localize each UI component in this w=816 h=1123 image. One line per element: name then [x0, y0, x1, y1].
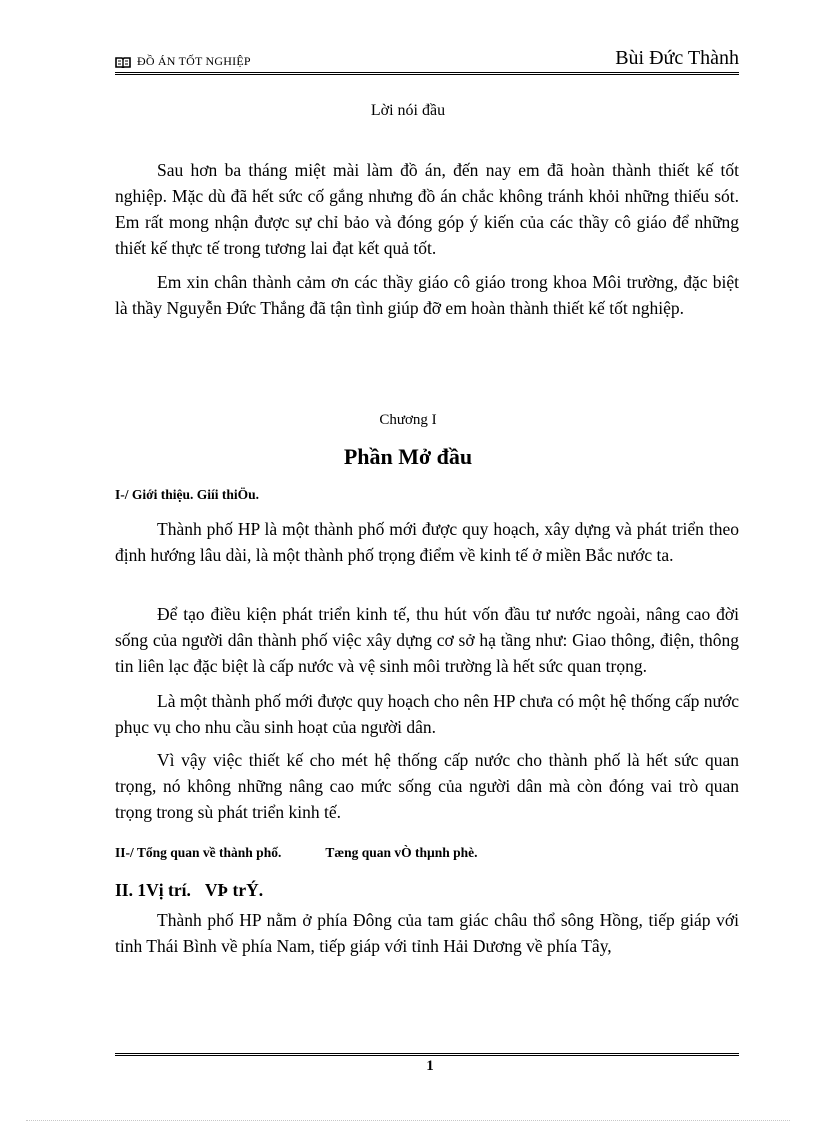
- preface-title: Lời nói đầu: [370, 102, 446, 119]
- book-icon: [115, 56, 131, 68]
- header-rule: [115, 72, 739, 75]
- page-header: [115, 44, 739, 76]
- header-author: Bùi Đức Thành: [615, 47, 739, 69]
- section2-subheading: [115, 880, 263, 901]
- section2-paragraph-1: Thành phố HP nằm ở phía Đông của tam giác châu thổ sông Hồng, tiếp giáp với tỉnh Thái Bình về phía Nam, tiếp giáp với tỉnh Hải Dương về phía Tây,: [115, 910, 739, 956]
- page-number: 1: [426, 1058, 434, 1074]
- section1-paragraph-2: Để tạo điều kiện phát triển kinh tế, thu hút vốn đầu tư nước ngoài, nâng cao đời sống của người dân thành phố việc xây dựng cơ sở hạ tầng như: Giao thông, điện, thông tin liên lạc đặc biệt là cấp nước và vệ sinh môi trường là hết sức quan trọng.: [115, 604, 739, 676]
- preface-paragraph-2: Em xin chân thành cảm ơn các thầy giáo cô giáo trong khoa Môi trường, đặc biệt là thầy Nguyễn Đức Thắng đã tận tình giúp đỡ em hoàn thành thiết kế tốt nghiệp.: [115, 272, 739, 318]
- section2-heading-a: II-/ Tổng quan về thành phố.: [115, 845, 282, 860]
- chapter-title: Phần Mở đầu: [343, 444, 473, 469]
- section2-heading-b: Tæng quan vÒ thµnh phè.: [325, 845, 478, 860]
- header-title: ĐỒ ÁN TỐT NGHIỆP: [137, 54, 251, 68]
- preface-paragraph-1: Sau hơn ba tháng miệt mài làm đồ án, đến nay em đã hoàn thành thiết kế tốt nghiệp. Mặc dù đã hết sức cố gắng nhưng đồ án chắc không tránh khỏi những thiếu sót. Em rất mong nhận được sự chỉ bảo và đóng góp ý kiến của các thầy cô giáo để những thiết kế thực tế trong tương lai đạt kết quả tốt.: [115, 160, 739, 258]
- page-edge-dotted-line: [26, 1120, 790, 1121]
- footer-rule: [115, 1053, 739, 1056]
- section1-paragraph-3: Là một thành phố mới được quy hoạch cho nên HP chưa có một hệ thống cấp nước phục vụ cho nhu cầu sinh hoạt của người dân.: [115, 691, 739, 737]
- section1-paragraph-4: Vì vậy việc thiết kế cho mét hệ thống cấp nước cho thành phố là hết sức quan trọng, nó không những nâng cao mức sống của người dân mà còn đóng vai trò quan trọng trong sù phát triển kinh tế.: [115, 750, 739, 822]
- section2-heading: [115, 845, 478, 861]
- chapter-label: Chương I: [379, 412, 437, 428]
- section2-sub-b: VÞ trÝ.: [204, 880, 264, 900]
- section1-paragraph-1: Thành phố HP là một thành phố mới được quy hoạch, xây dựng và phát triển theo định hướng lâu dài, là một thành phố trọng điểm về kinh tế ở miền Bắc nước ta.: [115, 519, 739, 565]
- header-left: [115, 54, 251, 69]
- section2-sub-a: II. 1Vị trí.: [115, 880, 191, 900]
- section1-heading: I-/ Giới thiệu. Giíi thiÖu.: [115, 487, 259, 502]
